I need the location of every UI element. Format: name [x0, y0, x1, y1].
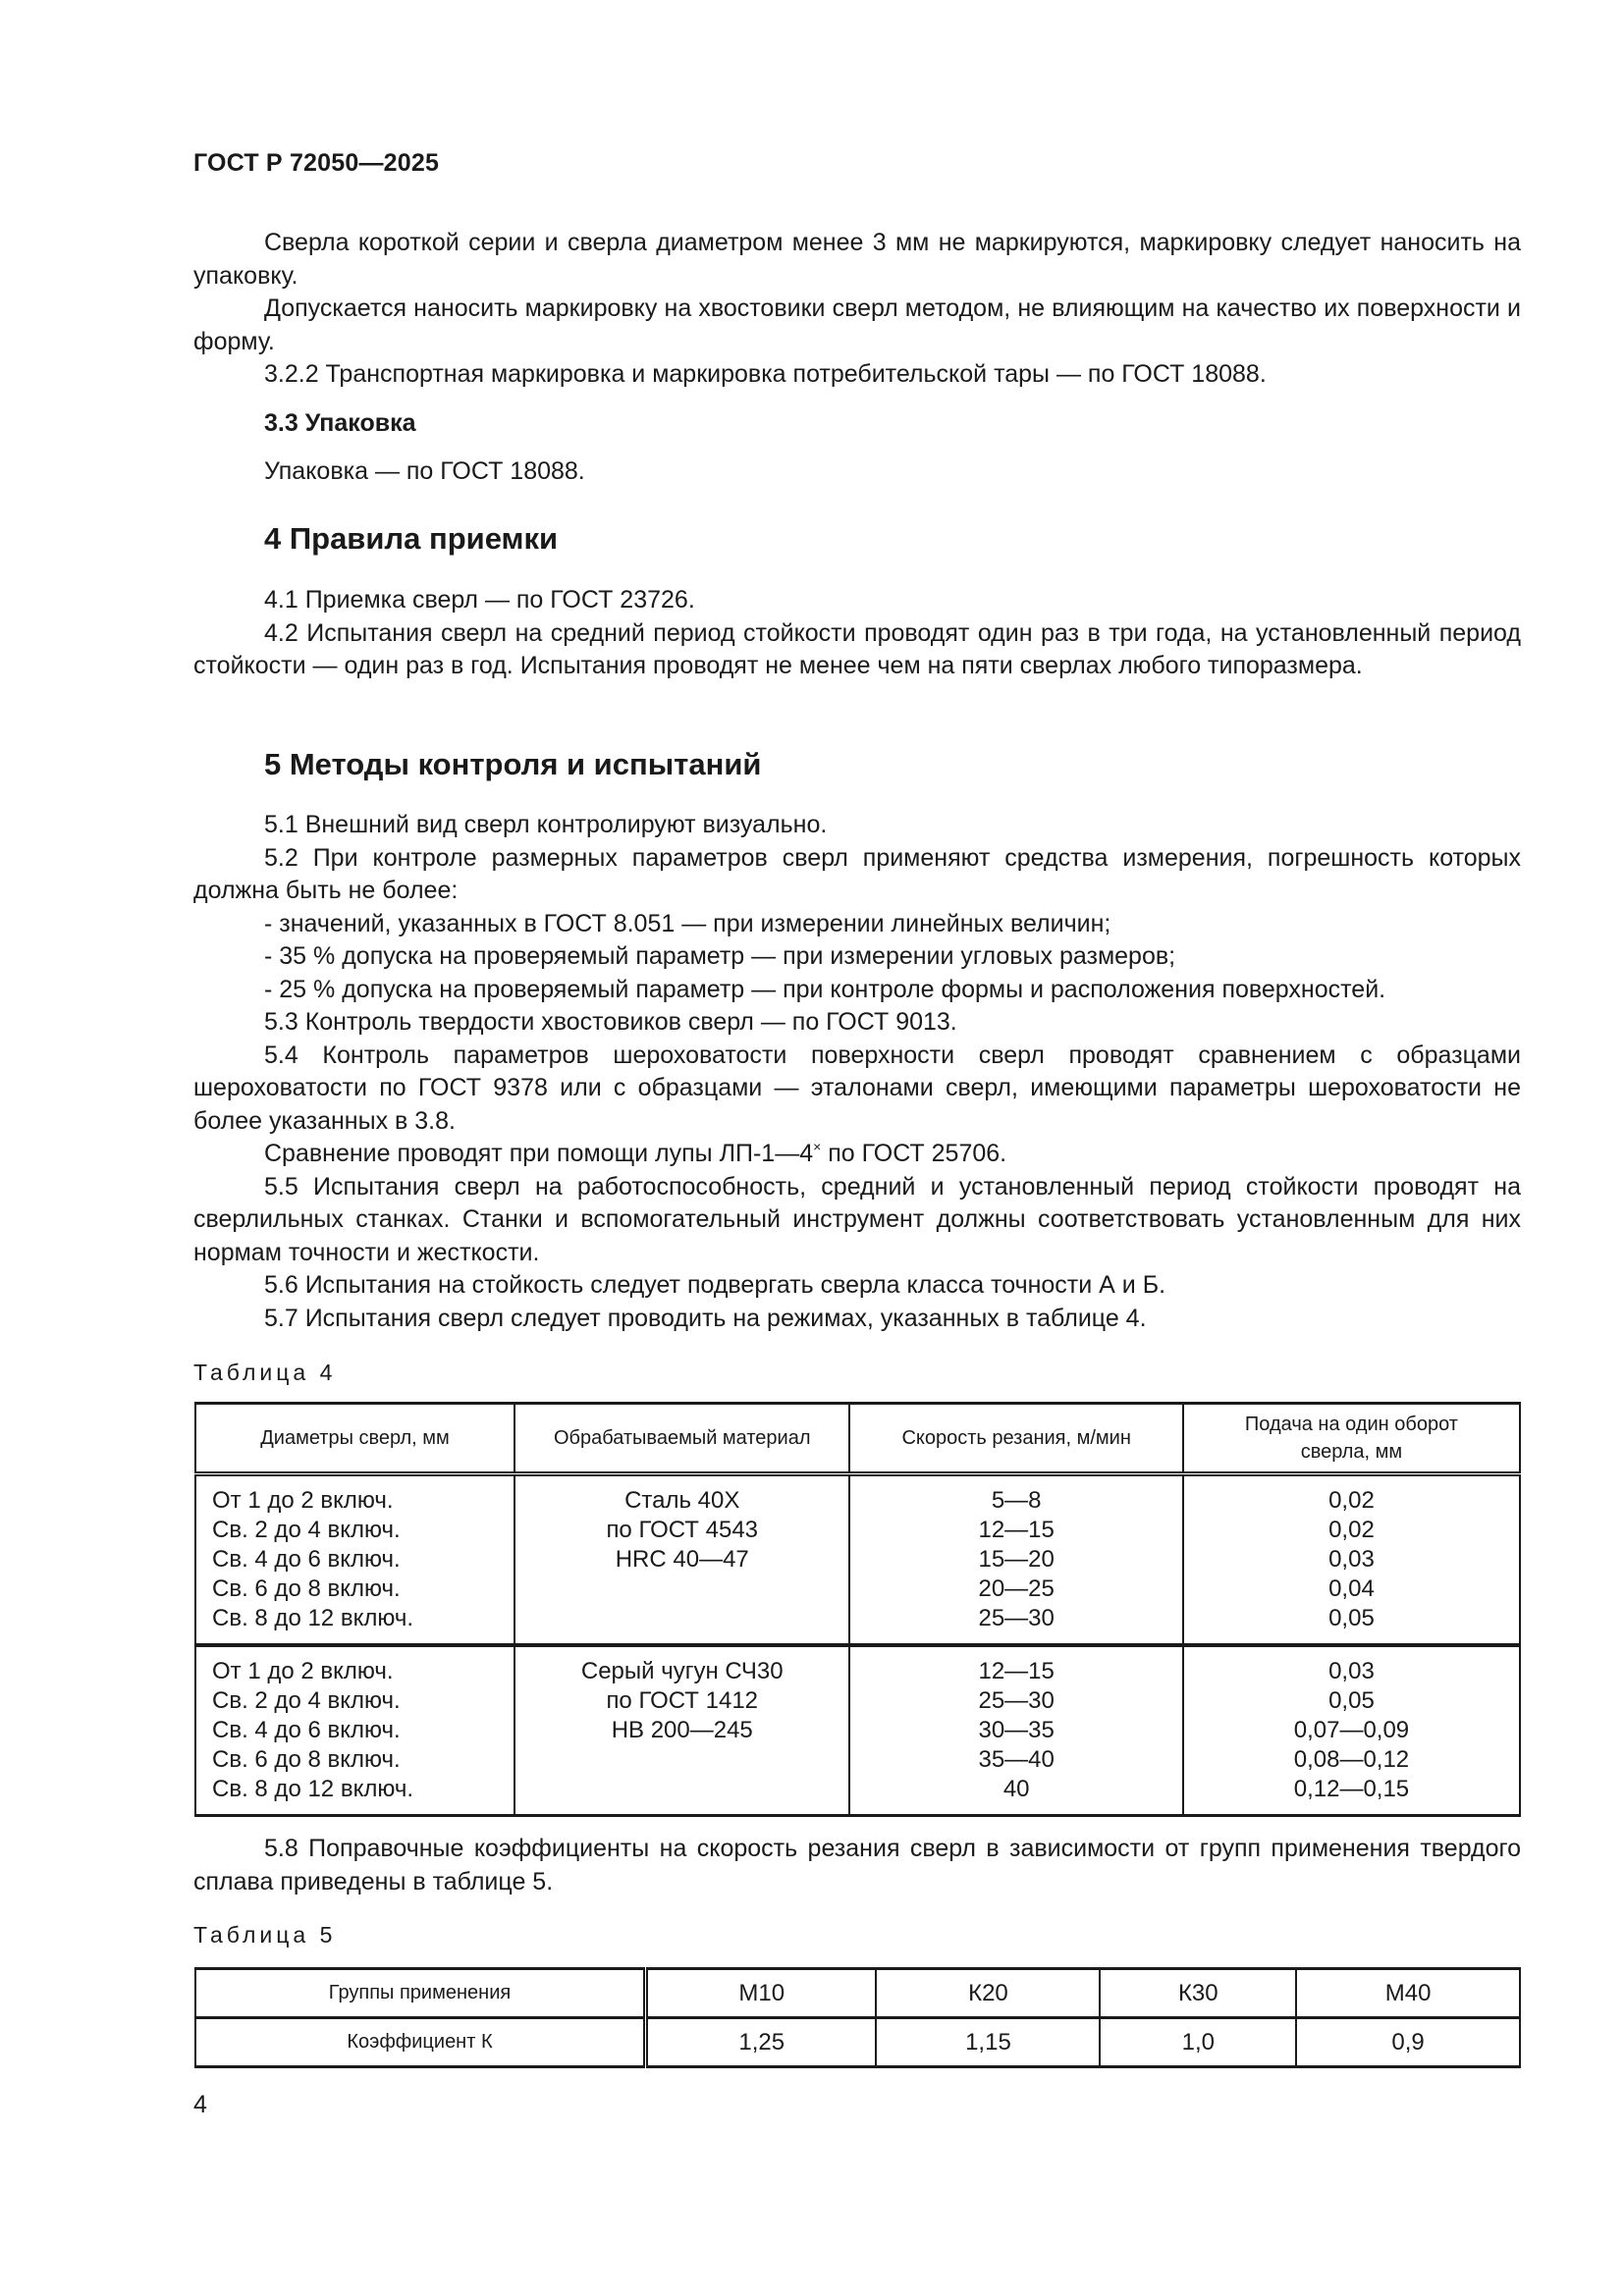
page-number: 4 — [193, 2091, 207, 2118]
table-header-row — [195, 1404, 1520, 1474]
section-4-heading-wrap — [193, 522, 1521, 556]
coefficient-cell: 1,15 — [876, 2018, 1100, 2067]
feed-value: 0,02 — [1328, 1517, 1375, 1543]
magnification-superscript: × — [813, 1139, 822, 1154]
table-row-groups — [195, 1969, 1520, 2018]
coefficient-cell: 0,9 — [1296, 2018, 1520, 2067]
coefficient-cell: 1,0 — [1100, 2018, 1296, 2067]
feed-value: 0,05 — [1328, 1605, 1375, 1631]
paragraph-5-3: 5.3 Контроль твердости хвостовиков сверл — по ГОСТ 9013. — [264, 1008, 957, 1036]
speed-value: 20—25 — [978, 1575, 1055, 1602]
paragraph-marking-shank: Допускается наносить маркировку на хвостовики сверл методом, не влияющим на качество их поверхности и форму. — [193, 294, 1521, 355]
table-row-steel — [195, 1474, 1520, 1646]
cell-diameters — [195, 1645, 514, 1816]
comparison-text: Сравнение проводят при помощи лупы ЛП-1—4 — [264, 1140, 814, 1167]
material-line: НВ 200—245 — [611, 1717, 753, 1743]
diameter-value: Св. 8 до 12 включ. — [212, 1605, 413, 1631]
speed-value: 25—30 — [978, 1605, 1055, 1631]
cell-diameters — [195, 1474, 514, 1646]
speed-value: 25—30 — [978, 1687, 1055, 1714]
cell-material — [514, 1645, 849, 1816]
speed-value: 15—20 — [978, 1546, 1055, 1573]
paragraph-5-5: 5.5 Испытания сверл на работоспособность, средний и установленный период стойкости проводят на сверлильных станках. Станки и вспомогательный инструмент должны соответствовать установленным для них нормам точности и жесткости. — [193, 1172, 1521, 1266]
speed-value: 12—15 — [978, 1658, 1055, 1684]
heading-3-3: 3.3 Упаковка — [264, 409, 416, 437]
diameter-value: Св. 6 до 8 включ. — [212, 1575, 401, 1602]
heading-section-4: 4 Правила приемки — [264, 521, 559, 556]
table-4-test-modes — [194, 1402, 1521, 1817]
speed-value: 35—40 — [978, 1746, 1055, 1773]
header-speed: Скорость резания, м/мин — [849, 1404, 1182, 1474]
feed-value: 0,04 — [1328, 1575, 1375, 1602]
group-cell: М40 — [1296, 1969, 1520, 2018]
paragraph-3-2-2: 3.2.2 Транспортная маркировка и маркировка потребительской тары — по ГОСТ 18088. — [264, 360, 1267, 388]
table-row-coefficients — [195, 2018, 1520, 2067]
dash-item-angular: - 35 % допуска на проверяемый параметр — при измерении угловых размеров; — [264, 942, 1176, 970]
speed-value: 12—15 — [978, 1517, 1055, 1543]
cell-material — [514, 1474, 849, 1646]
table-5-correction-coefficients — [194, 1967, 1521, 2068]
feed-value: 0,02 — [1328, 1487, 1375, 1514]
document-id-header: ГОСТ Р 72050—2025 — [193, 149, 440, 177]
cell-speed — [849, 1645, 1182, 1816]
paragraph-marking-short-series: Сверла короткой серии и сверла диаметром менее 3 мм не маркируются, маркировку следует наносить на упаковку. — [193, 229, 1521, 290]
paragraph-5-2: 5.2 При контроле размерных параметров сверл применяют средства измерения, погрешность которых должна быть не более: — [193, 843, 1521, 904]
section-3-3 — [193, 407, 1521, 441]
feed-value: 0,12—0,15 — [1293, 1776, 1410, 1802]
paragraph-5-7: 5.7 Испытания сверл следует проводить на режимах, указанных в таблице 4. — [264, 1304, 1147, 1332]
paragraph-5-4: 5.4 Контроль параметров шероховатости поверхности сверл проводят сравнением с образцами шероховатости по ГОСТ 9378 или с образцами — эталонами сверл, имеющими параметры шероховатости не более указанных в 3.8. — [193, 1041, 1521, 1135]
material-line: по ГОСТ 1412 — [606, 1687, 759, 1714]
material-line: Серый чугун СЧ30 — [580, 1658, 784, 1684]
feed-value: 0,03 — [1328, 1546, 1375, 1573]
diameter-value: Св. 2 до 4 включ. — [212, 1517, 401, 1543]
speed-value: 40 — [1002, 1776, 1030, 1802]
speed-value: 30—35 — [978, 1717, 1055, 1743]
cell-feed — [1183, 1474, 1520, 1646]
dash-item-form: - 25 % допуска на проверяемый параметр — при контроле формы и расположения поверхностей. — [264, 975, 1386, 1003]
feed-value: 0,08—0,12 — [1293, 1746, 1410, 1773]
heading-section-5: 5 Методы контроля и испытаний — [264, 747, 762, 781]
header-material: Обрабатываемый материал — [514, 1404, 849, 1474]
paragraph-4-2: 4.2 Испытания сверл на средний период стойкости проводят один раз в три года, на установленный период стойкости — один раз в год. Испытания проводят не менее чем на пяти сверлах любого типоразмера. — [193, 618, 1521, 679]
diameter-value: Св. 4 до 6 включ. — [212, 1546, 401, 1573]
speed-value: 5—8 — [991, 1487, 1042, 1514]
header-feed — [1183, 1404, 1520, 1474]
dash-item-linear: - значений, указанных в ГОСТ 8.051 — при измерении линейных величин; — [264, 909, 1111, 937]
section-4-text — [193, 584, 1521, 683]
feed-value: 0,05 — [1328, 1687, 1375, 1714]
cell-feed — [1183, 1645, 1520, 1816]
table-5-caption: Таблица 5 — [193, 1922, 337, 1948]
paragraph-5-8: 5.8 Поправочные коэффициенты на скорость резания сверл в зависимости от групп применения твердого сплава приведены в таблице 5. — [193, 1835, 1521, 1896]
diameter-value: От 1 до 2 включ. — [212, 1487, 394, 1514]
header-diameters: Диаметры сверл, мм — [195, 1404, 514, 1474]
comparison-text-end: по ГОСТ 25706. — [821, 1140, 1007, 1167]
section-3-text — [193, 227, 1521, 392]
paragraph-packaging: Упаковка — по ГОСТ 18088. — [264, 457, 585, 485]
material-line: Сталь 40Х — [624, 1487, 740, 1514]
coefficient-cell: 1,25 — [646, 2018, 877, 2067]
section-3-3-body — [193, 455, 1521, 489]
paragraph-5-6: 5.6 Испытания на стойкость следует подвергать сверла класса точности А и Б. — [264, 1271, 1166, 1299]
header-feed-text: Подача на один оборот сверла, мм — [1244, 1414, 1458, 1463]
diameter-value: Св. 2 до 4 включ. — [212, 1687, 401, 1714]
group-cell: К20 — [876, 1969, 1100, 2018]
diameter-value: Св. 4 до 6 включ. — [212, 1717, 401, 1743]
paragraph-4-1: 4.1 Приемка сверл — по ГОСТ 23726. — [264, 586, 695, 614]
section-5-text — [193, 809, 1521, 1335]
cell-speed — [849, 1474, 1182, 1646]
section-5-heading-wrap — [193, 748, 1521, 781]
diameter-value: Св. 8 до 12 включ. — [212, 1776, 413, 1802]
group-cell: М10 — [646, 1969, 877, 2018]
section-5-8-text — [193, 1833, 1521, 1898]
material-line: по ГОСТ 4543 — [606, 1517, 759, 1543]
material-line: HRC 40—47 — [615, 1546, 749, 1573]
paragraph-comparison — [193, 1138, 1521, 1171]
label-application-groups: Группы применения — [195, 1969, 646, 2018]
label-coefficient-k: Коэффициент К — [195, 2018, 646, 2067]
table-row-cast-iron — [195, 1645, 1520, 1816]
feed-value: 0,03 — [1328, 1658, 1375, 1684]
diameter-value: От 1 до 2 включ. — [212, 1658, 394, 1684]
feed-value: 0,07—0,09 — [1293, 1717, 1410, 1743]
paragraph-5-1: 5.1 Внешний вид сверл контролируют визуально. — [264, 811, 828, 838]
group-cell: К30 — [1100, 1969, 1296, 2018]
diameter-value: Св. 6 до 8 включ. — [212, 1746, 401, 1773]
table-4-caption: Таблица 4 — [193, 1360, 337, 1385]
